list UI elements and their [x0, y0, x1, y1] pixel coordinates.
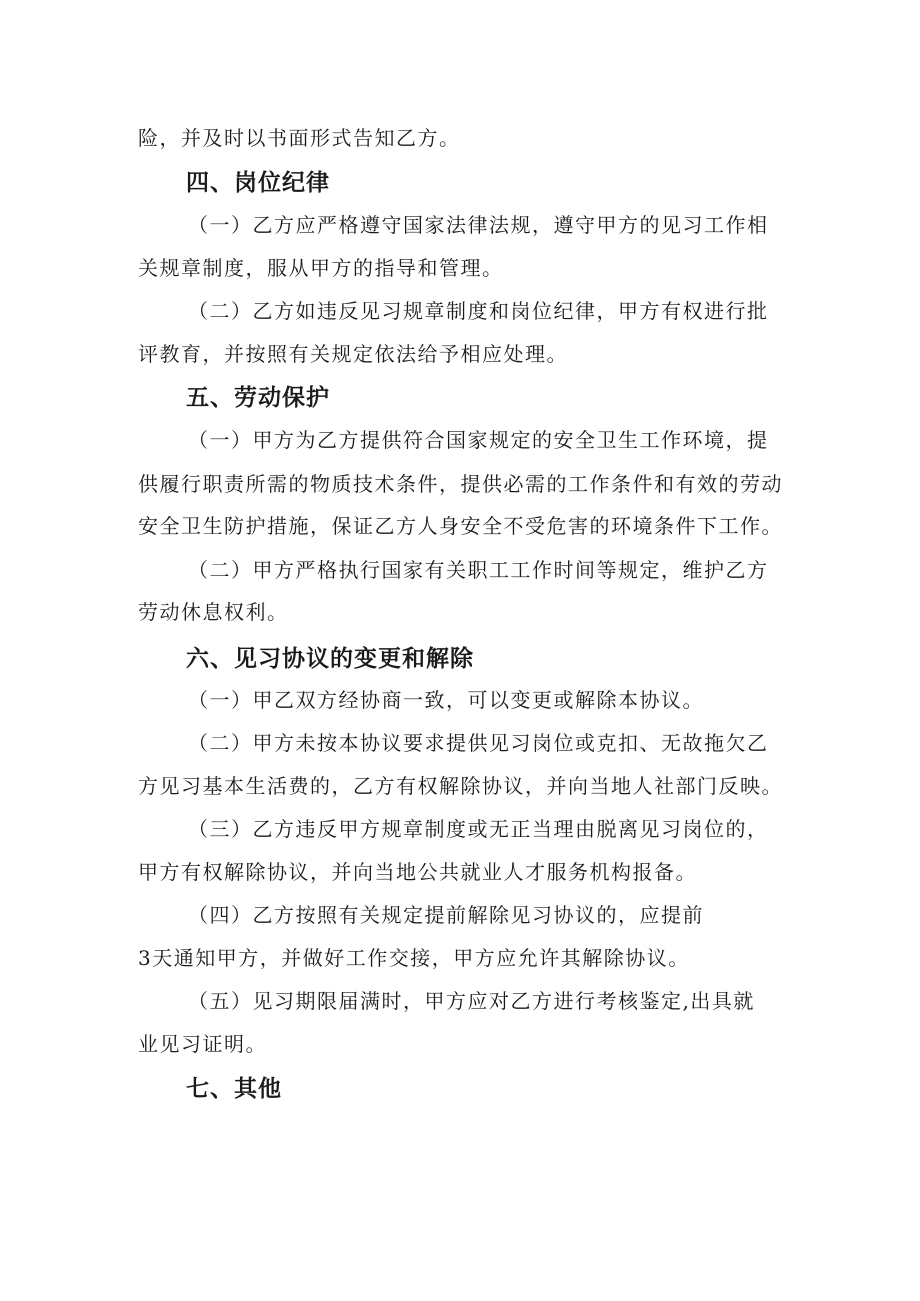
paragraph-line: （一）甲乙双方经协商一致，可以变更或解除本协议。 — [188, 688, 704, 712]
paragraph-line: （二）甲方严格执行国家有关职工工作时间等规定，维护乙方 — [188, 558, 769, 582]
paragraph-line: （二）甲方未按本协议要求提供见习岗位或克扣、无故拖欠乙 — [188, 731, 769, 755]
paragraph-line: 供履行职责所需的物质技术条件，提供必需的工作条件和有效的劳动 — [138, 472, 783, 496]
paragraph-line: 劳动休息权利。 — [138, 600, 289, 624]
paragraph-line: （一）甲方为乙方提供符合国家规定的安全卫生工作环境，提 — [188, 428, 769, 452]
paragraph-line: （一）乙方应严格遵守国家法律法规，遵守甲方的见习工作相 — [188, 213, 769, 237]
section-heading-5: 五、劳动保护 — [186, 385, 330, 411]
paragraph-line: （四）乙方按照有关规定提前解除见习协议的，应提前 — [188, 903, 704, 927]
paragraph-line: 安全卫生防护措施，保证乙方人身安全不受危害的环境条件下工作。 — [138, 514, 783, 538]
paragraph-line: （五）见习期限届满时，甲方应对乙方进行考核鉴定,出具就 — [188, 989, 755, 1013]
paragraph-line: 险，并及时以书面形式告知乙方。 — [138, 126, 461, 150]
paragraph-line: 方见习基本生活费的，乙方有权解除协议，并向当地人社部门反映。 — [138, 774, 783, 798]
paragraph-line: 业见习证明。 — [138, 1032, 267, 1056]
paragraph-line: 3天通知甲方，并做好工作交接，甲方应允许其解除协议。 — [138, 946, 690, 970]
paragraph-line: （二）乙方如违反见习规章制度和岗位纪律，甲方有权进行批 — [188, 299, 769, 323]
paragraph-line: 关规章制度，服从甲方的指导和管理。 — [138, 256, 504, 280]
paragraph-line: 甲方有权解除协议，并向当地公共就业人才服务机构报备。 — [138, 860, 697, 884]
paragraph-line: 评教育，并按照有关规定依法给予相应处理。 — [138, 342, 568, 366]
section-heading-7: 七、其他 — [186, 1076, 282, 1102]
section-heading-4: 四、岗位纪律 — [186, 170, 330, 196]
paragraph-line: （三）乙方违反甲方规章制度或无正当理由脱离见习岗位的， — [188, 817, 769, 841]
section-heading-6: 六、见习协议的变更和解除 — [186, 646, 474, 672]
